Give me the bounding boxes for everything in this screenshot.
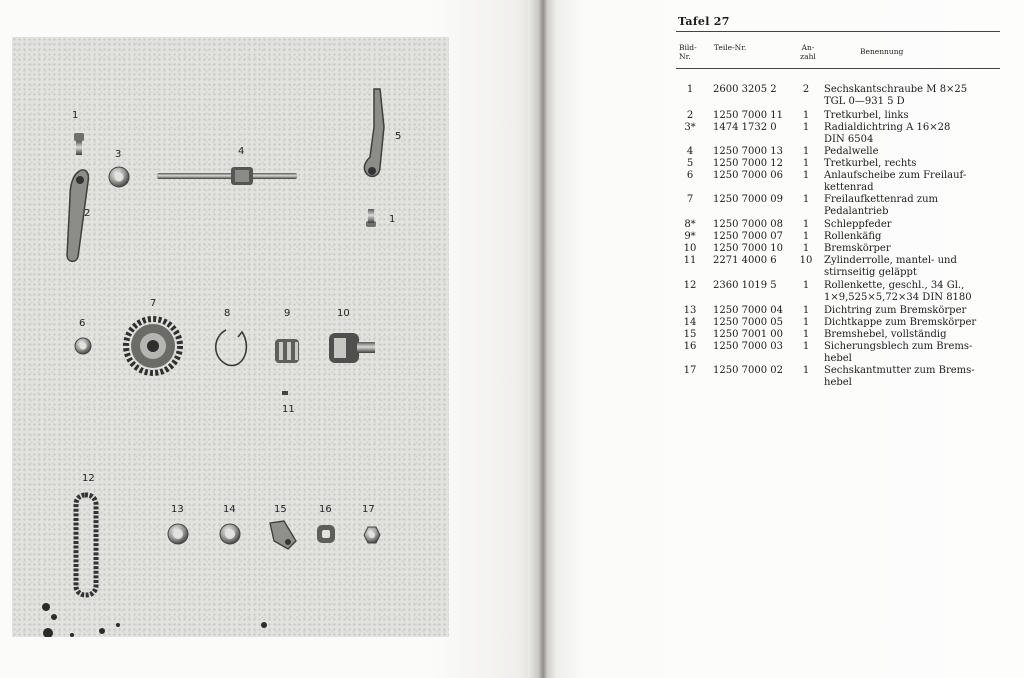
table-row xyxy=(0,170,1024,193)
table-row xyxy=(0,341,1024,364)
benennung-cell xyxy=(824,122,950,145)
teile-nr-cell: 1250 7000 08 xyxy=(713,219,783,230)
locking-plate-16-part xyxy=(317,525,335,543)
teile-nr-cell: 1250 7000 10 xyxy=(713,243,783,254)
benennung-cell xyxy=(824,158,916,170)
callout-10: 10 xyxy=(337,308,350,319)
benennung-cell xyxy=(824,170,966,193)
callout-2: 2 xyxy=(84,208,91,219)
teile-nr-cell: 2360 1019 5 xyxy=(713,280,777,291)
table-row xyxy=(0,317,1024,328)
crank-right-part xyxy=(364,89,384,176)
hex-nut-17-part xyxy=(364,527,380,543)
anzahl-cell: 1 xyxy=(802,305,810,316)
callout-13: 13 xyxy=(171,504,184,515)
anzahl-cell: 1 xyxy=(802,170,810,181)
benennung-line: Radialdichtring A 16×28 xyxy=(824,122,951,133)
anzahl-cell: 1 xyxy=(802,317,810,328)
benennung-line: hebel xyxy=(824,376,852,388)
benennung-line: Rollenkette, geschl., 34 Gl., xyxy=(824,280,965,291)
bild-nr-cell: 1 xyxy=(686,84,694,95)
table-row xyxy=(0,158,1024,169)
bild-nr-cell: 16 xyxy=(683,341,697,352)
benennung-line: Pedalwelle xyxy=(824,146,879,157)
benennung-line: Anlaufscheibe zum Freilauf- xyxy=(824,170,967,181)
benennung-cell xyxy=(824,146,879,158)
chain-part xyxy=(76,495,96,595)
table-row xyxy=(0,329,1024,340)
benennung-cell xyxy=(824,219,892,231)
benennung-cell xyxy=(824,84,967,107)
bild-nr-cell: 11 xyxy=(683,255,697,266)
callout-14: 14 xyxy=(223,504,236,515)
anzahl-cell: 1 xyxy=(802,243,810,254)
benennung-line: Rollenkäfig xyxy=(824,231,882,242)
benennung-line: Bremshebel, vollständig xyxy=(824,329,947,340)
teile-nr-cell: 1250 7000 07 xyxy=(713,231,783,242)
benennung-cell xyxy=(824,305,966,317)
bild-nr-cell: 17 xyxy=(683,365,697,376)
bild-nr-cell: 15 xyxy=(683,329,697,340)
anzahl-cell: 1 xyxy=(802,110,810,121)
anzahl-cell: 1 xyxy=(802,194,810,205)
benennung-cell xyxy=(824,231,881,243)
bild-nr-cell: 4 xyxy=(686,146,694,157)
teile-nr-cell: 1250 7000 11 xyxy=(713,110,783,121)
teile-nr-cell: 2271 4000 6 xyxy=(713,255,777,266)
column-header-anzahl: An- zahl xyxy=(800,43,816,61)
table-row xyxy=(0,110,1024,121)
parts-illustration xyxy=(12,37,449,637)
benennung-cell xyxy=(824,255,957,278)
brake-body-part xyxy=(329,333,375,363)
benennung-line: Zylinderrolle, mantel- und xyxy=(824,255,957,266)
brake-lever-15-part xyxy=(270,521,296,549)
anzahl-cell: 1 xyxy=(802,280,810,291)
benennung-line: Dichtkappe zum Bremskörper xyxy=(824,317,977,328)
benennung-cell xyxy=(824,329,947,341)
teile-nr-cell: 1250 7000 02 xyxy=(713,365,783,376)
callout-7: 7 xyxy=(150,298,157,309)
anzahl-cell: 1 xyxy=(802,341,810,352)
roller-part xyxy=(282,391,288,395)
benennung-line: stirnseitig geläppt xyxy=(824,266,917,278)
benennung-line: TGL 0—931 5 D xyxy=(824,95,905,107)
callout-17: 17 xyxy=(362,504,375,515)
benennung-cell xyxy=(824,243,891,255)
table-row xyxy=(0,243,1024,254)
benennung-line: hebel xyxy=(824,352,852,364)
callout-1: 1 xyxy=(72,110,79,121)
callout-15: 15 xyxy=(274,504,287,515)
teile-nr-cell: 1250 7000 06 xyxy=(713,170,783,181)
anzahl-cell: 1 xyxy=(802,219,810,230)
benennung-cell xyxy=(824,280,972,303)
table-row xyxy=(0,365,1024,388)
table-row xyxy=(0,146,1024,157)
benennung-cell xyxy=(824,341,972,364)
bild-nr-cell: 13 xyxy=(683,305,697,316)
table-row xyxy=(0,194,1024,217)
anzahl-cell: 1 xyxy=(802,146,810,157)
title-rule xyxy=(676,31,1000,32)
benennung-line: Freilaufkettenrad zum xyxy=(824,194,939,205)
benennung-cell xyxy=(824,194,938,217)
table-row xyxy=(0,255,1024,278)
bild-nr-cell: 8* xyxy=(684,219,696,230)
table-row xyxy=(0,84,1024,107)
callout-4: 4 xyxy=(238,146,245,157)
bild-nr-cell: 6 xyxy=(686,170,694,181)
book-gutter xyxy=(528,0,558,678)
benennung-line: Bremskörper xyxy=(824,243,891,254)
teile-nr-cell: 2600 3205 2 xyxy=(713,84,777,95)
bild-nr-cell: 2 xyxy=(686,110,694,121)
anzahl-cell: 1 xyxy=(802,365,810,376)
benennung-line: Sechskantmutter zum Brems- xyxy=(824,365,975,376)
teile-nr-cell: 1474 1732 0 xyxy=(713,122,777,133)
header-rule xyxy=(676,68,1000,69)
anzahl-cell: 10 xyxy=(799,255,813,266)
bild-nr-cell: 3* xyxy=(684,122,696,133)
anzahl-cell: 2 xyxy=(802,84,810,95)
table-row xyxy=(0,280,1024,303)
table-row xyxy=(0,122,1024,145)
benennung-line: Dichtring zum Bremskörper xyxy=(824,305,967,316)
benennung-cell xyxy=(824,365,975,388)
teile-nr-cell: 1250 7000 04 xyxy=(713,305,783,316)
roller-cage-part xyxy=(275,339,299,363)
bolt-part-right xyxy=(366,209,376,227)
teile-nr-cell: 1250 7000 05 xyxy=(713,317,783,328)
anzahl-cell: 1 xyxy=(802,231,810,242)
benennung-line: Schleppfeder xyxy=(824,219,892,230)
benennung-cell xyxy=(824,317,976,329)
bolt-part xyxy=(74,133,84,155)
benennung-line: kettenrad xyxy=(824,181,874,193)
bild-nr-cell: 12 xyxy=(683,280,697,291)
seal-ring-13-part xyxy=(168,524,188,544)
benennung-line: Tretkurbel, rechts xyxy=(824,158,917,169)
callout-1-right: 1 xyxy=(389,214,396,225)
benennung-line: Sicherungsblech zum Brems- xyxy=(824,341,973,352)
benennung-line: DIN 6504 xyxy=(824,133,874,145)
column-header-teile-nr: Teile-Nr. xyxy=(714,43,747,52)
callout-12: 12 xyxy=(82,473,95,484)
seal-cap-14-part xyxy=(220,524,240,544)
column-header-bild-nr: Bild- Nr. xyxy=(679,43,697,61)
callout-11: 11 xyxy=(282,404,295,415)
benennung-cell xyxy=(824,110,909,122)
page-title: Tafel 27 xyxy=(678,15,730,28)
callout-6: 6 xyxy=(79,318,86,329)
teile-nr-cell: 1250 7000 13 xyxy=(713,146,783,157)
teile-nr-cell: 1250 7000 03 xyxy=(713,341,783,352)
parts-photo xyxy=(12,37,449,637)
benennung-line: 1×9,525×5,72×34 DIN 8180 xyxy=(824,291,972,303)
anzahl-cell: 1 xyxy=(802,329,810,340)
bild-nr-cell: 14 xyxy=(683,317,697,328)
table-row xyxy=(0,219,1024,230)
ink-stains xyxy=(42,603,267,637)
benennung-line: Pedalantrieb xyxy=(824,205,889,217)
teile-nr-cell: 1250 7000 12 xyxy=(713,158,783,169)
callout-8: 8 xyxy=(224,308,231,319)
callout-9: 9 xyxy=(284,308,291,319)
teile-nr-cell: 1250 7000 09 xyxy=(713,194,783,205)
table-row xyxy=(0,231,1024,242)
bild-nr-cell: 7 xyxy=(686,194,694,205)
bild-nr-cell: 5 xyxy=(686,158,694,169)
callout-16: 16 xyxy=(319,504,332,515)
anzahl-cell: 1 xyxy=(802,122,810,133)
bild-nr-cell: 9* xyxy=(684,231,696,242)
anzahl-cell: 1 xyxy=(802,158,810,169)
teile-nr-cell: 1250 7001 00 xyxy=(713,329,783,340)
benennung-line: Tretkurbel, links xyxy=(824,110,909,121)
benennung-line: Sechskantschraube M 8×25 xyxy=(824,84,968,95)
callout-3: 3 xyxy=(115,149,122,160)
bild-nr-cell: 10 xyxy=(683,243,697,254)
callout-5: 5 xyxy=(395,131,402,142)
drag-spring-part xyxy=(216,330,247,365)
column-header-benennung: Benennung xyxy=(860,47,904,56)
